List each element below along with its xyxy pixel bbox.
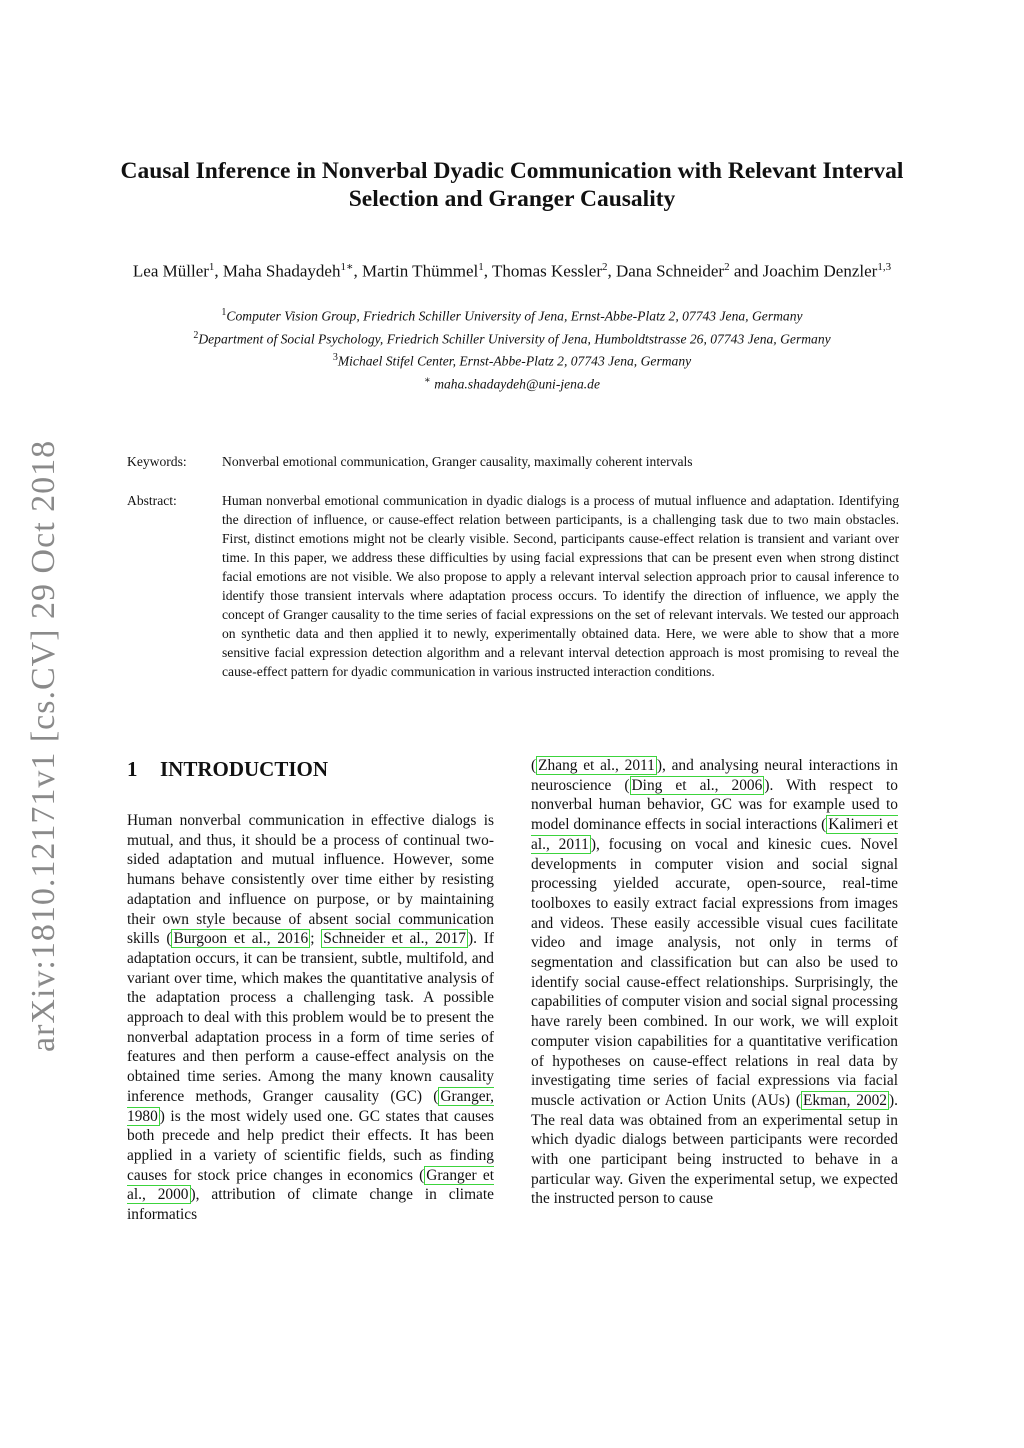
affiliation-number: 2: [193, 330, 199, 341]
author-affiliation-mark: 1: [478, 261, 484, 273]
affiliation-number: 1: [221, 307, 227, 318]
citation-link[interactable]: Burgoon et al., 2016: [173, 930, 309, 948]
keywords-text: Nonverbal emotional communication, Granger causality, maximally coherent intervals: [222, 454, 693, 469]
affiliation-1: [100, 304, 924, 326]
section-heading: [127, 756, 494, 782]
body-text: ) is the most widely used one. GC states that causes both precede and help predict their effects. It has been applied in a variety of scientific fields, such as finding causes for stock price changes in economics (: [127, 1107, 494, 1184]
section-number: 1: [127, 757, 138, 781]
body-text: ). With respect to nonverbal human behavior, GC was for example used to model dominance effects in social interactions (: [531, 776, 898, 834]
intro-paragraph: [127, 811, 494, 1225]
left-column: [127, 756, 494, 1225]
author-name: , Thomas Kessler: [483, 261, 602, 281]
arxiv-identifier: arXiv:1810.12171v1 [cs.CV] 29 Oct 2018: [25, 439, 62, 1052]
citation-link[interactable]: Zhang et al., 2011: [538, 757, 655, 774]
author-affiliation-mark: 2: [724, 261, 730, 273]
body-text: ). If adaptation occurs, it can be transient, subtle, multifold, and variant over time, which makes the quantitative analysis of the adaptation process a challenging task. A possible approach to deal with this problem would be to present the nonverbal adaptation process in a form of time series of features and then perform a cause-effect analysis on the obtained time series. Among the many known causality inference methods, Granger causality (GC) (: [127, 930, 495, 1105]
keywords-label: Keywords:: [127, 454, 187, 469]
body-text: ), and analysing neural interactions in neuroscience (: [531, 757, 898, 794]
body-text: ;: [310, 930, 322, 948]
paper-title: Causal Inference in Nonverbal Dyadic Communication with Relevant Interval Selection and Granger Causality: [120, 158, 904, 212]
author-affiliation-mark: 1,3: [877, 261, 892, 273]
corresponding-email: [100, 372, 924, 394]
affiliation-text: Computer Vision Group, Friedrich Schiller University of Jena, Ernst-Abbe-Platz 2, 07743 Jena, Germany: [226, 308, 803, 324]
author-affiliation-mark: 1∗: [340, 261, 354, 273]
affiliation-text: Department of Social Psychology, Friedrich Schiller University of Jena, Humboldtstrasse 26, 07743 Jena, Germany: [198, 331, 831, 347]
abstract-text: Human nonverbal emotional communication in dyadic dialogs is a process of mutual influence and adaptation. Identifying the direction of influence, or cause-effect relation between participants, is a challenging task due to two main obstacles. First, distinct emotions might not be clearly visible. Second, participants cause-effect relation is transient and variant over time. In this paper, we address these difficulties by using facial expressions that can be present even when strong distinct facial emotions are not visible. We also propose to apply a relevant interval selection approach prior to causal inference to identify those transient intervals where adaptation process occurs. To identify the direction of influence, we apply the concept of Granger causality to the time series of facial expressions on the set of relevant intervals. We tested our approach on synthetic data and then applied it to newly, experimentally obtained data. Here, we were able to show that a more sensitive facial expression detection algorithm and a relevant interval detection approach is most promising to reveal the cause-effect pattern for dyadic communication in various instructed interaction conditions.: [222, 493, 899, 679]
affiliation-3: [100, 349, 924, 371]
citation-link[interactable]: Schneider et al., 2017: [323, 930, 466, 948]
arxiv-sidebar: [25, 439, 62, 1052]
affiliation-2: [100, 327, 924, 349]
body-text: ). The real data was obtained from an experimental setup in which dyadic dialogs between participants were recorded with one participant being instructed to behave in a particular way. Given the experimental setup, we expected the instructed person to cause: [531, 1091, 898, 1208]
body-text: ), attribution of climate change in climate informatics: [127, 1186, 494, 1224]
citation-link[interactable]: Granger et al., 2000: [127, 1166, 494, 1204]
author-affiliation-mark: 1: [208, 261, 215, 273]
affiliation-text: Michael Stifel Center, Ernst-Abbe-Platz 2, 07743 Jena, Germany: [337, 353, 692, 369]
citation-link[interactable]: Ekman, 2002: [802, 1091, 888, 1109]
affiliation-number: 3: [332, 352, 338, 363]
right-column: [531, 756, 898, 1209]
email-address[interactable]: maha.shadaydeh@uni-jena.de: [430, 376, 600, 392]
citation-link[interactable]: Ding et al., 2006: [631, 776, 763, 794]
email-mark: ∗: [424, 375, 431, 386]
citation-link[interactable]: Kalimeri et al., 2011: [531, 816, 898, 853]
author-affiliation-mark: 2: [601, 261, 608, 273]
section-title: INTRODUCTION: [160, 757, 329, 781]
body-text: ), focusing on vocal and kinesic cues. Novel developments in computer vision and social signal processing yielded accurate, open-source, real-time toolboxes to easily extract facial expressions from images and videos. These easily accessible visual cues facilitate video and image analysis, not only in terms of segmentation and classification but can also be used to identify social cause-effect relationships. Surprisingly, the capabilities of computer vision and social signal processing have rarely been combined. In our work, we will exploit computer vision capabilities for a quantitative verification of hypotheses on cause-effect relations in real data by investigating time series of facial expressions via facial muscle activation or Action Units (AUs) (: [531, 835, 898, 1109]
intro-paragraph-continued: [531, 756, 898, 1209]
body-text: (: [531, 757, 537, 774]
citation-link[interactable]: Granger, 1980: [127, 1087, 494, 1125]
author-name: , Maha Shadaydeh: [214, 261, 341, 281]
author-list: [110, 256, 914, 283]
body-text: Human nonverbal communication in effective dialogs is mutual, and thus, it should be a process of continual two-sided adaptation and mutual influence. However, some humans behave consistently over time either by resisting adaptation and influence on purpose, or by maintaining their own style because of absent social communication skills (: [127, 812, 494, 948]
author-name: , Martin Thümmel: [353, 261, 479, 281]
author-name: , Dana Schneider: [607, 261, 725, 281]
abstract-label: Abstract:: [127, 493, 177, 508]
author-name: and Joachim Denzler: [729, 261, 878, 281]
author-name: Lea Müller: [132, 261, 209, 281]
